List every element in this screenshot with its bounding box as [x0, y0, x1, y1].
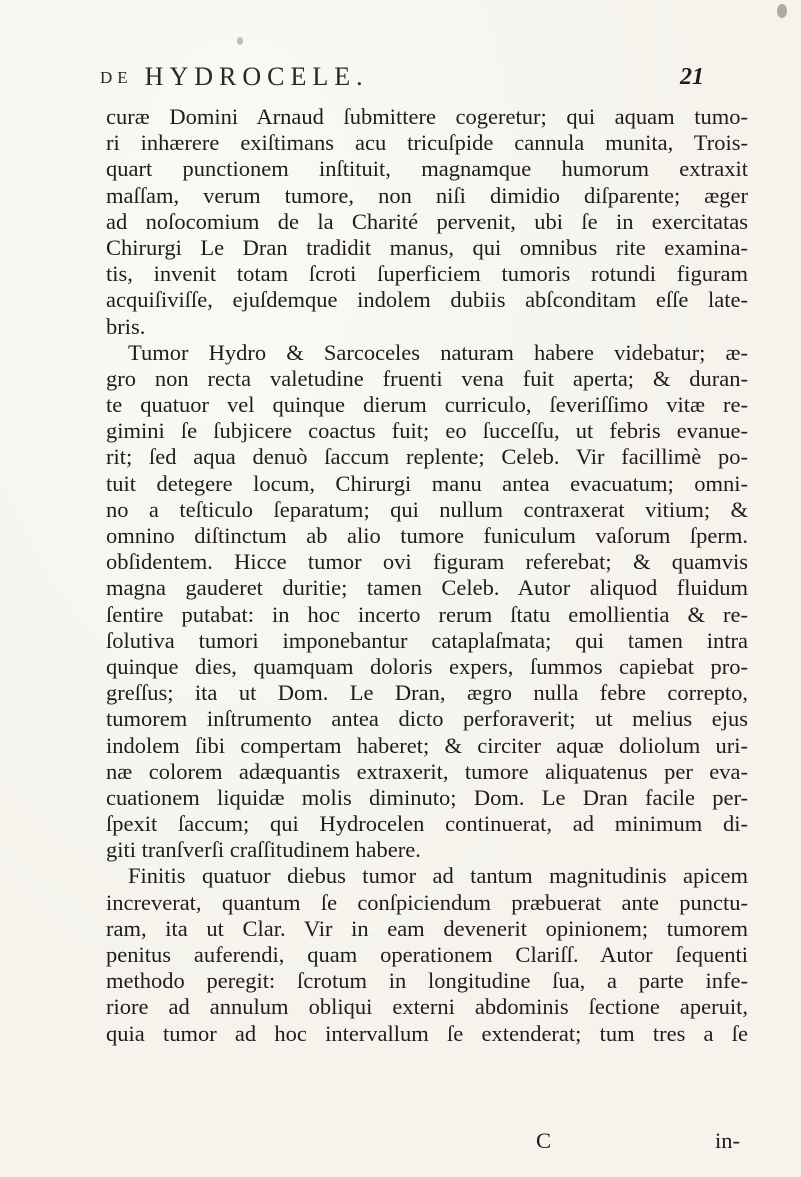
text-line: ram, ita ut Clar. Vir in eam devenerit opinionem; tumorem — [106, 915, 748, 941]
text-line: omnino diſtinctum ab alio tumore funiculum vaſorum ſperm. — [106, 523, 748, 548]
text-line: næ colorem adæquantis extraxerit, tumore aliquatenus per eva- — [106, 758, 748, 784]
text-line: tumorem inſtrumento antea dicto perforaverit; ut melius ejus — [106, 706, 748, 732]
text-line: gro non recta valetudine fruenti vena fuit aperta; & duran- — [106, 365, 748, 391]
text-line: Chirurgi Le Dran tradidit manus, qui omnibus rite examina- — [106, 234, 748, 260]
text-line: ri inhærere exiſtimans acu tricuſpide cannula munita, Trois- — [106, 130, 748, 156]
running-title-prefix: DE — [100, 68, 133, 87]
text-line: methodo peregit: ſcrotum in longitudine ſua, a parte infe- — [106, 968, 748, 994]
text-line: quinque dies, quamquam doloris expers, ſummos capiebat pro- — [106, 653, 748, 679]
text-line: Finitis quatuor diebus tumor ad tantum magnitudinis apicem — [128, 863, 748, 889]
text-line: tuit detegere locum, Chirurgi manu antea evacuatum; omni- — [106, 470, 748, 496]
text-line: ſpexit ſaccum; qui Hydrocelen continuerat, ad minimum di- — [106, 811, 748, 837]
text-line: obſidentem. Hicce tumor ovi figuram referebat; & quamvis — [106, 549, 748, 575]
text-line: no a teſticulo ſeparatum; qui nullum contraxerat vitium; & — [106, 496, 748, 522]
text-line: te quatuor vel quinque dierum curriculo, ſeveriſſimo vitæ re- — [106, 392, 748, 418]
running-title — [100, 62, 369, 92]
text-line: penitus auferendi, quam operationem Clariſſ. Autor ſequenti — [106, 942, 748, 967]
text-line: ad noſocomium de la Charité pervenit, ubi ſe in exercitatas — [106, 208, 748, 234]
text-line: ſentire putabat: in hoc incerto rerum ſtatu emollientia & re- — [106, 601, 748, 627]
text-line: greſſus; ita ut Dom. Le Dran, ægro nulla febre correpto, — [106, 680, 748, 706]
signature-mark: C — [536, 1128, 552, 1153]
ink-smudge — [237, 37, 243, 45]
text-line: quia tumor ad hoc intervallum ſe extenderat; tum tres a ſe — [106, 1020, 748, 1046]
catchword: in- — [715, 1128, 740, 1153]
text-line: ſolutiva tumori imponebantur cataplaſmata; qui tamen intra — [106, 627, 748, 653]
text-line: acquiſiviſſe, ejuſdemque indolem dubiis abſconditam eſſe late- — [106, 287, 748, 313]
text-line: tis, invenit totam ſcroti ſuperficiem tumoris rotundi figuram — [106, 261, 748, 287]
text-line: quart punctionem inſtituit, magnamque humorum extraxit — [106, 156, 748, 182]
text-line: gimini ſe ſubjicere coactus fuit; eo ſucceſſu, ut febris evanue- — [106, 418, 748, 444]
text-line: magna gauderet duritie; tamen Celeb. Autor aliquod fluidum — [106, 575, 748, 601]
page-number: 21 — [680, 64, 704, 90]
text-line: Tumor Hydro & Sarcoceles naturam habere videbatur; æ- — [128, 339, 748, 365]
text-line: cuationem liquidæ molis diminuto; Dom. Le Dran facile per- — [106, 784, 748, 810]
page-footer — [106, 1128, 748, 1158]
text-line: rit; ſed aqua denuò ſaccum replente; Celeb. Vir facillimè po- — [106, 444, 748, 470]
text-line: curæ Domini Arnaud ſubmittere cogeretur; qui aquam tumo- — [106, 104, 748, 129]
body-text — [106, 104, 748, 1047]
text-line: indolem ſibi compertam haberet; & circiter aquæ doliolum uri- — [106, 732, 748, 758]
text-line: riore ad annulum obliqui externi abdominis ſectione aperuit, — [106, 994, 748, 1020]
text-line: giti tranſverſi craſſitudinem habere. — [106, 837, 421, 863]
text-line: bris. — [106, 313, 146, 339]
ink-smudge — [777, 4, 787, 18]
running-title-text: HYDROCELE. — [144, 62, 369, 91]
page-header — [100, 62, 704, 102]
text-line: increverat, quantum ſe conſpiciendum præbuerat ante punctu- — [106, 889, 748, 915]
text-line: maſſam, verum tumore, non niſi dimidio diſparente; æger — [106, 182, 748, 208]
